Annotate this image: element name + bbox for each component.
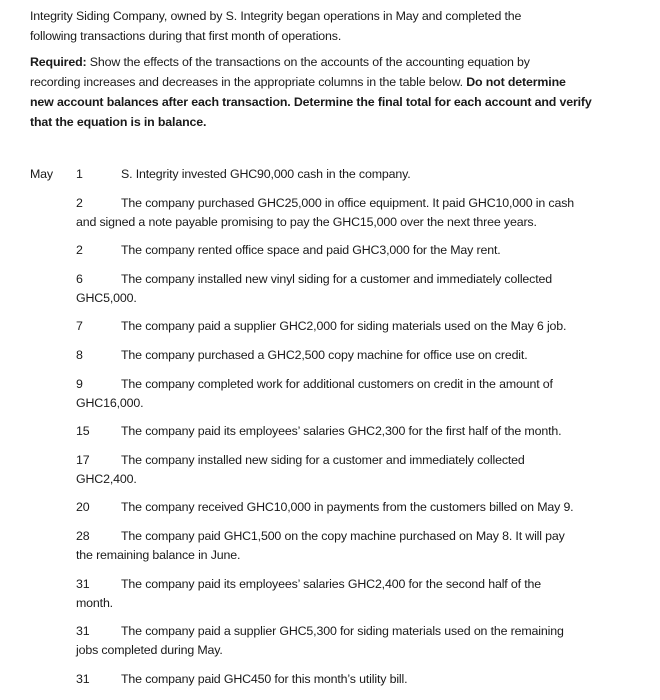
required-bold-text: new account balances after each transaction. Determine the final total for each account and verify xyxy=(30,95,592,109)
required-line xyxy=(30,52,640,72)
transaction-day: 28 xyxy=(76,528,90,543)
transaction-item xyxy=(30,451,640,489)
transaction-day: 31 xyxy=(76,624,90,639)
transaction-text: The company completed work for additional customers on credit in the amount of xyxy=(121,376,553,391)
transaction-text: The company paid its employees’ salaries GHC2,300 for the first half of the month. xyxy=(121,424,562,439)
transaction-item xyxy=(30,165,640,184)
transaction-item xyxy=(30,527,640,565)
transaction-day: 2 xyxy=(76,243,83,258)
transaction-day: 2 xyxy=(76,195,83,210)
transaction-day: 20 xyxy=(76,500,90,515)
transaction-line xyxy=(76,670,640,689)
required-bold-text: that the equation is in balance. xyxy=(30,115,207,129)
transaction-continuation: GHC2,400. xyxy=(76,471,137,486)
transaction-day: 31 xyxy=(76,576,90,591)
transaction-item xyxy=(30,317,640,336)
transaction-day: 6 xyxy=(76,271,83,286)
transaction-item xyxy=(30,622,640,660)
transaction-line xyxy=(76,498,640,517)
transaction-text: The company paid a supplier GHC2,000 for siding materials used on the May 6 job. xyxy=(121,319,567,334)
transaction-day: 1 xyxy=(76,167,83,181)
transaction-continuation: and signed a note payable promising to pay the GHC15,000 over the next three years. xyxy=(76,214,537,229)
required-line xyxy=(30,112,640,132)
transaction-item xyxy=(30,498,640,517)
required-text: Show the effects of the transactions on the accounts of the accounting equation by xyxy=(86,55,530,69)
required-text: recording increases and decreases in the appropriate columns in the table below. xyxy=(30,75,467,89)
transaction-text: The company purchased GHC25,000 in office equipment. It paid GHC10,000 in cash xyxy=(121,195,574,210)
transaction-line xyxy=(76,451,640,470)
transaction-continuation: month. xyxy=(76,595,113,610)
transaction-item xyxy=(30,375,640,413)
required-label: Required: xyxy=(30,55,87,69)
transaction-day: 7 xyxy=(76,319,83,334)
transaction-text: The company received GHC10,000 in payments from the customers billed on May 9. xyxy=(121,500,574,515)
transaction-day: 9 xyxy=(76,376,83,391)
transaction-text: The company paid a supplier GHC5,300 for siding materials used on the remaining xyxy=(121,624,564,639)
intro-line: following transactions during that first month of operations. xyxy=(30,29,342,43)
transaction-text: The company paid its employees’ salaries GHC2,400 for the second half of the xyxy=(121,576,541,591)
transaction-line xyxy=(76,241,640,260)
transaction-line xyxy=(76,422,640,441)
transaction-item xyxy=(30,346,640,365)
transaction-day: 15 xyxy=(76,424,90,439)
transaction-line xyxy=(76,270,640,289)
transaction-item xyxy=(30,575,640,613)
transaction-text: The company rented office space and paid GHC3,000 for the May rent. xyxy=(121,243,501,258)
required-bold-text: Do not determine xyxy=(466,75,566,89)
transaction-text: The company paid GHC1,500 on the copy machine purchased on May 8. It will pay xyxy=(121,528,565,543)
transaction-line xyxy=(76,346,640,365)
transaction-text: The company paid GHC450 for this month’s utility bill. xyxy=(121,671,408,686)
transaction-item xyxy=(30,241,640,260)
transaction-line xyxy=(76,165,640,184)
transaction-item xyxy=(30,422,640,441)
required-line xyxy=(30,92,640,112)
transaction-text: S. Integrity invested GHC90,000 cash in the company. xyxy=(121,167,411,181)
transaction-line xyxy=(76,194,640,213)
transaction-text: The company purchased a GHC2,500 copy machine for office use on credit. xyxy=(121,347,528,362)
required-line xyxy=(30,72,640,92)
transaction-continuation: GHC5,000. xyxy=(76,290,137,305)
intro-line: Integrity Siding Company, owned by S. Integrity began operations in May and completed the xyxy=(30,9,522,23)
transaction-text: The company installed new siding for a customer and immediately collected xyxy=(121,452,525,467)
transaction-item xyxy=(30,270,640,308)
transaction-continuation: GHC16,000. xyxy=(76,395,144,410)
transaction-text: The company installed new vinyl siding for a customer and immediately collected xyxy=(121,271,552,286)
transaction-item xyxy=(30,670,640,689)
transaction-day: 17 xyxy=(76,452,90,467)
transaction-item xyxy=(30,194,640,232)
month-label: May xyxy=(30,167,53,181)
transaction-line xyxy=(76,527,640,546)
transaction-list xyxy=(30,165,640,698)
transaction-continuation: the remaining balance in June. xyxy=(76,547,241,562)
transaction-continuation: jobs completed during May. xyxy=(76,643,223,658)
transaction-line xyxy=(76,575,640,594)
transaction-line xyxy=(76,317,640,336)
transaction-line xyxy=(76,375,640,394)
transaction-day: 8 xyxy=(76,347,83,362)
transaction-day: 31 xyxy=(76,671,90,686)
intro-paragraph xyxy=(30,6,640,46)
required-paragraph xyxy=(30,52,640,132)
transaction-line xyxy=(76,622,640,641)
